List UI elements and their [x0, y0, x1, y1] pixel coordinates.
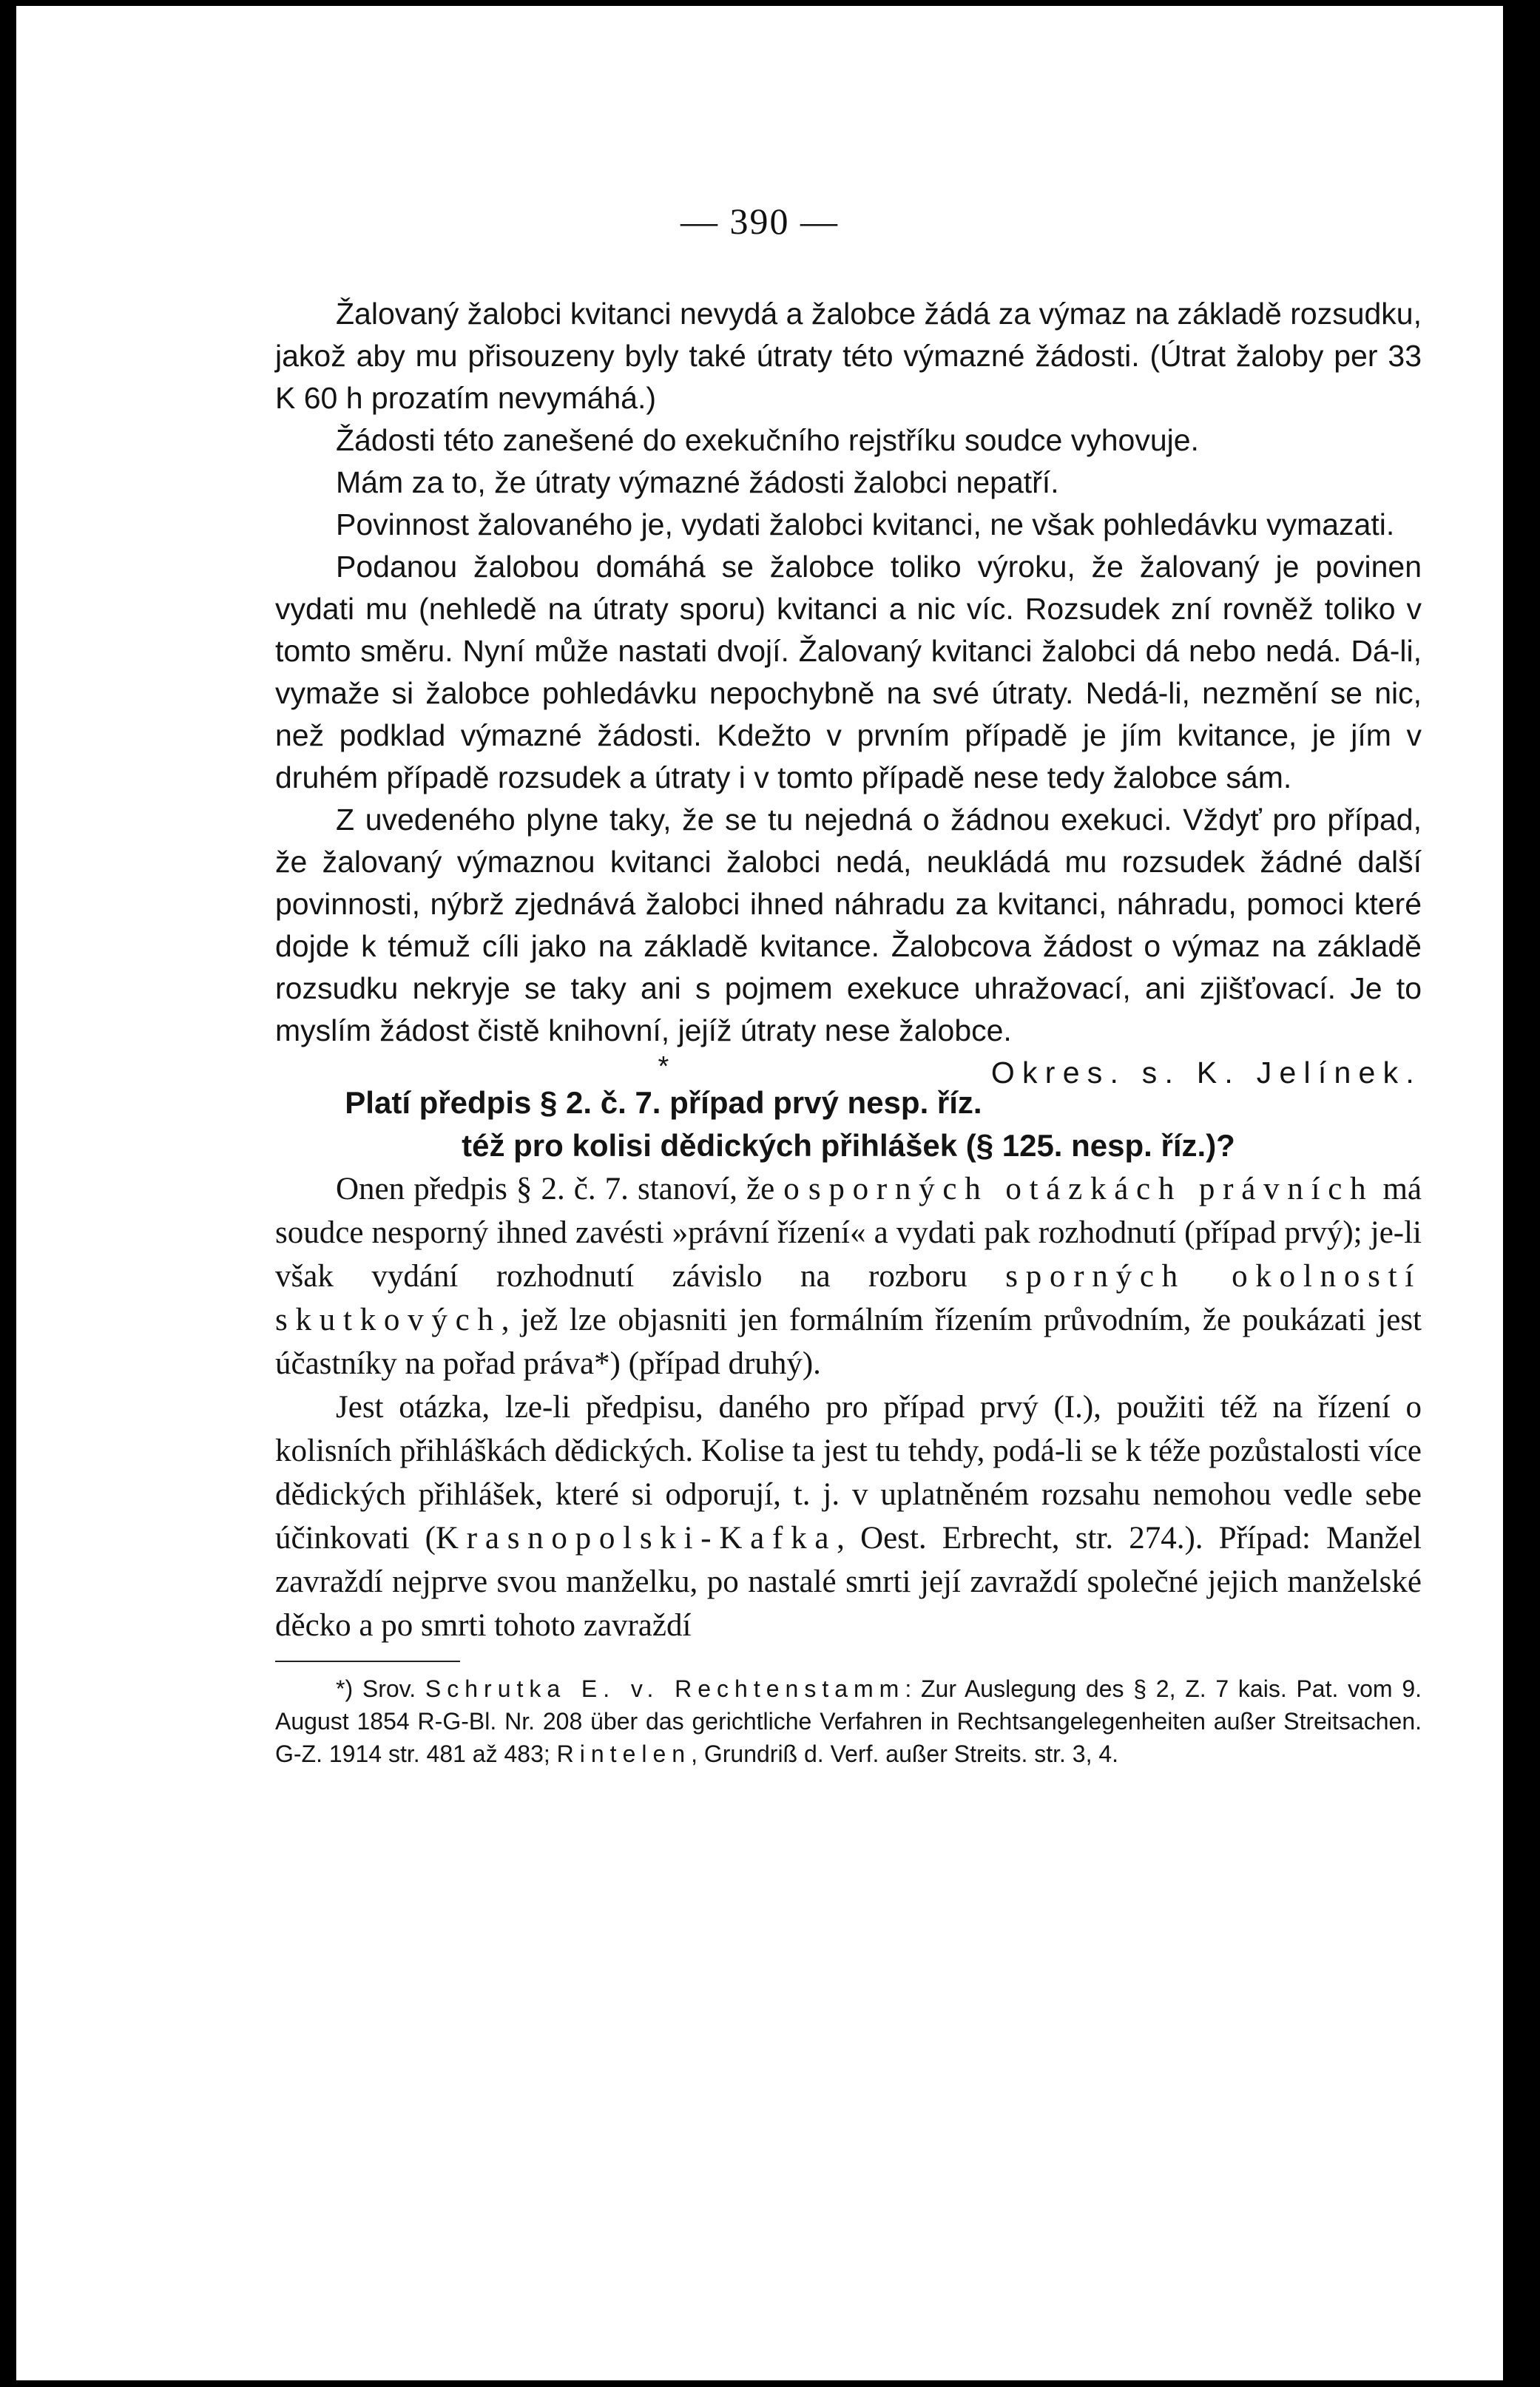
paragraph: Povinnost žalovaného je, vydati žalobci kvitanci, ne však pohledávku vymazati.	[336, 507, 1395, 541]
book-page	[16, 6, 1503, 2380]
author-signature: Okres. s. K. Jelínek.	[990, 1056, 1422, 1090]
section-heading: Platí předpis § 2. č. 7. případ prvý nesp. říz. též pro kolisi dědických přihlášek (§ 125. nesp. říz.)?	[345, 1085, 1235, 1163]
section-separator: *	[658, 1051, 669, 1082]
paragraph: Žalovaný žalobci kvitanci nevydá a žalobce žádá za výmaz na základě rozsudku, jakož aby mu přisouzeny byly také útraty této výmazné žádosti. (Útrat žaloby per 33 K 60 h prozatím nevymáhá.)	[275, 297, 1422, 415]
text-run: , Grundriß d. Verf. außer Streits. str. 3, 4.	[691, 1741, 1119, 1767]
text-run: , Oest. Erbrecht, str. 274.). Případ: Manžel zavraždí nejprve svou manželku, po nastalé smrti její zavraždí společné jejich manželské děcko a po smrti tohoto zavraždí	[275, 1521, 1422, 1643]
spaced-emphasis: Rintelen	[556, 1741, 692, 1767]
spaced-emphasis: Schrutka E. v. Rechtenstamm	[425, 1675, 905, 1702]
text-run: Jest otázka, lze-li předpisu, daného pro případ prvý (I.), použiti též na řízení o kolisních přihláškách dědických. Kolise ta jest tu tehdy, podá-li se k téže pozůstalosti více dědických přihlášek, které si odporují, t. j. v uplatněném rozsahu nemohou vedle sebe účinkovati (	[275, 1390, 1422, 1556]
text-block	[275, 293, 1422, 1770]
text-run: *) Srov.	[336, 1675, 425, 1702]
spaced-emphasis: Krasnopolski-Kafka	[435, 1521, 837, 1556]
paragraph-text: Z uvedeného plyne taky, že se tu nejedná o žádnou exekuci. Vždyť pro případ, že žalovaný výmaznou kvitanci žalobci nedá, neukládá mu rozsudek žádné další povinnosti, nýbrž zjednává žalobci ihned náhradu za kvitanci, náhradu, pomoci které dojde k témuž cíli jako na základě kvitance. Žalobcova žádost o výmaz na základě rozsudku nekryje se taky ani s pojmem exekuce uhražovací, ani zjišťovací. Je to myslím žádost čistě knihovní, jejíž útraty nese žalobce.	[275, 803, 1422, 1047]
text-run: , jež lze objasniti jen formálním řízením průvodním, že poukázati jest účastníky na pořad práva*) (případ druhý).	[275, 1303, 1422, 1381]
paragraph-with-signature	[275, 799, 1422, 1090]
footnote	[275, 1672, 1422, 1770]
paragraph: Podanou žalobou domáhá se žalobce toliko výroku, že žalovaný je povinen vydati mu (nehledě na útraty sporu) kvitanci a nic víc. Rozsudek zní rovněž toliko v tomto směru. Nyní může nastati dvojí. Žalovaný kvitanci žalobci dá nebo nedá. Dá-li, vymaže si žalobce pohledávku nepochybně na své útraty. Nedá-li, nezmění se nic, než podklad výmazné žádosti. Kdežto v prvním případě je jím kvitance, je jím v druhém případě rozsudek a útraty i v tomto případě nese tedy žalobce sám.	[275, 550, 1422, 794]
text-run: Onen předpis § 2. č. 7. stanoví, že o	[336, 1172, 808, 1206]
page-number: — 390 —	[680, 200, 839, 242]
text-run: má soudce nesporný ihned zavésti »právní řízení« a vydati pak rozhodnutí (případ prvý); je-li však vydání rozhodnutí závislo na rozboru	[275, 1172, 1422, 1294]
spaced-emphasis: sporných otázkách právních	[808, 1172, 1374, 1206]
footnote-rule	[275, 1661, 460, 1662]
paragraph	[275, 1167, 1422, 1385]
spaced-emphasis: sporných okolností skutkových	[275, 1259, 1422, 1337]
text-run: : Zur Auslegung des § 2, Z. 7 kais. Pat. vom 9. August 1854 R-G-Bl. Nr. 208 über das gerichtliche Verfahren in Rechtsangelegenheiten außer Streitsachen. G-Z. 1914 str. 481 až 483;	[275, 1675, 1422, 1767]
paragraph: Žádosti této zanešené do exekučního rejstříku soudce vyhovuje.	[336, 423, 1199, 457]
paragraph	[275, 1385, 1422, 1647]
paragraph: Mám za to, že útraty výmazné žádosti žalobci nepatří.	[336, 465, 1059, 499]
